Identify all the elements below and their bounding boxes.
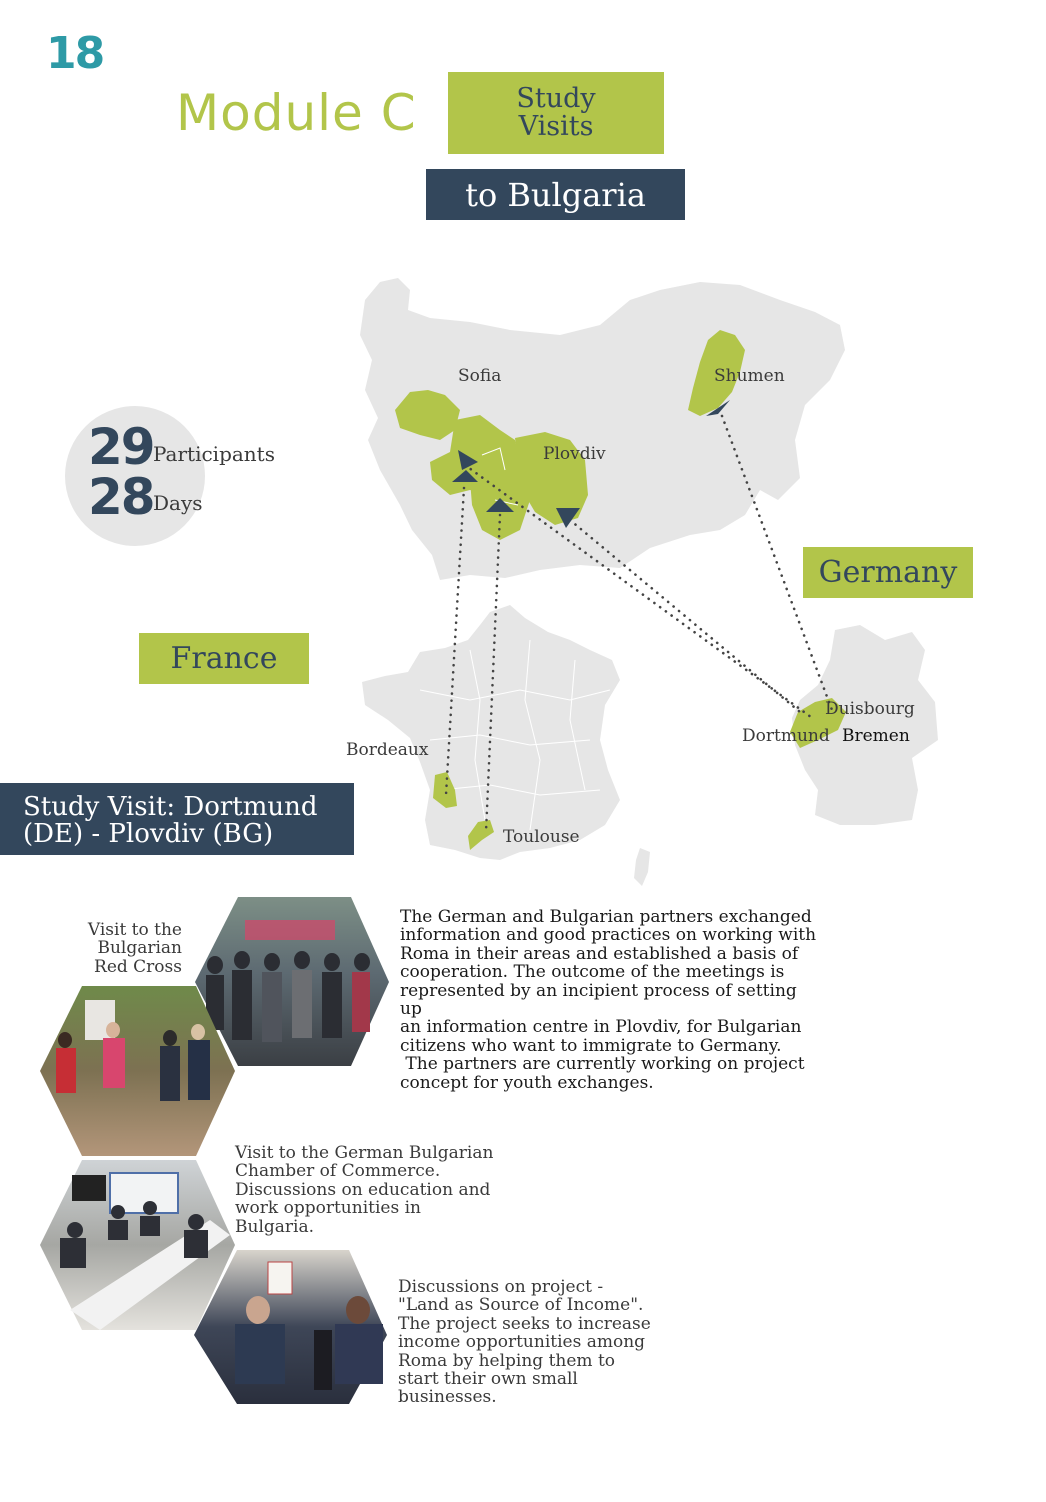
city-label-bordeaux: Bordeaux: [346, 740, 429, 760]
participants-count: 29: [88, 418, 154, 476]
main-description: [400, 908, 820, 1092]
caption-red-cross: [40, 921, 182, 976]
main-text-line: Roma in their areas and established a basis of: [400, 943, 799, 964]
city-label-toulouse: Toulouse: [503, 827, 580, 847]
caption-chamber-line: Visit to the German Bulgarian: [235, 1143, 494, 1163]
city-label-shumen: Shumen: [714, 366, 785, 386]
main-text-line: citizens who want to immigrate to Germany.: [400, 1035, 782, 1056]
study-visits-line-2: Visits: [518, 111, 594, 142]
main-text-line: information and good practices on working with: [400, 925, 817, 946]
france-map-shape: [362, 605, 620, 860]
study-visit-title-line-1: Study Visit: Dortmund: [23, 792, 318, 822]
group-photo-outdoor-icon: [195, 897, 389, 1066]
main-text-line: cooperation. The outcome of the meetings is: [400, 962, 785, 983]
days-count: 28: [88, 468, 154, 526]
caption-land-line: start their own small: [398, 1369, 578, 1390]
study-visit-title: [0, 783, 354, 855]
caption-land-project: [398, 1278, 658, 1407]
red-cross-visit-photo-icon: [40, 986, 235, 1156]
study-visit-title-line-2: (DE) - Plovdiv (BG): [23, 819, 274, 849]
city-label-sofia: Sofia: [458, 366, 502, 386]
main-text-line: The partners are currently working on project: [400, 1054, 805, 1075]
main-text-line: concept for youth exchanges.: [400, 1072, 654, 1093]
days-label: Days: [153, 491, 203, 515]
caption-red-cross-line: Red Cross: [94, 956, 182, 977]
caption-land-line: businesses.: [398, 1387, 497, 1408]
caption-chamber-line: Chamber of Commerce.: [235, 1161, 441, 1182]
module-title: Module C: [176, 84, 417, 142]
city-label-plovdiv: Plovdiv: [543, 444, 606, 464]
germany-label: Germany: [803, 547, 973, 598]
main-text-line: represented by an incipient process of setting up: [400, 980, 797, 1020]
caption-land-line: "Land as Source of Income".: [398, 1295, 644, 1316]
caption-land-line: Discussions on project -: [398, 1277, 604, 1297]
project-discussion-photo-icon: [194, 1250, 387, 1404]
meeting-room-photo-icon: [40, 1160, 235, 1330]
caption-chamber-line: Discussions on education and: [235, 1179, 491, 1200]
caption-red-cross-line: Bulgarian: [97, 938, 182, 959]
corsica-shape: [634, 848, 650, 886]
france-label: France: [139, 633, 309, 684]
participants-label: Participants: [153, 442, 275, 466]
city-label-dortmund: Dortmund: [742, 726, 830, 746]
main-text-line: an information centre in Plovdiv, for Bulgarian: [400, 1017, 802, 1038]
study-visits-line-1: Study: [516, 83, 596, 114]
caption-land-line: Roma by helping them to: [398, 1350, 616, 1371]
caption-chamber-line: Bulgaria.: [235, 1216, 314, 1237]
page-number: 18: [46, 28, 104, 79]
city-label-duisbourg: Duisbourg: [825, 699, 915, 719]
to-bulgaria-label: to Bulgaria: [426, 169, 685, 220]
main-text-line: The German and Bulgarian partners exchanged: [400, 907, 812, 927]
caption-red-cross-line: Visit to the: [87, 920, 182, 940]
caption-land-line: income opportunities among: [398, 1332, 646, 1353]
caption-land-line: The project seeks to increase: [398, 1313, 651, 1334]
caption-chamber-line: work opportunities in: [235, 1198, 421, 1219]
caption-chamber-of-commerce: [235, 1144, 495, 1236]
city-label-bremen: Bremen: [842, 726, 910, 746]
